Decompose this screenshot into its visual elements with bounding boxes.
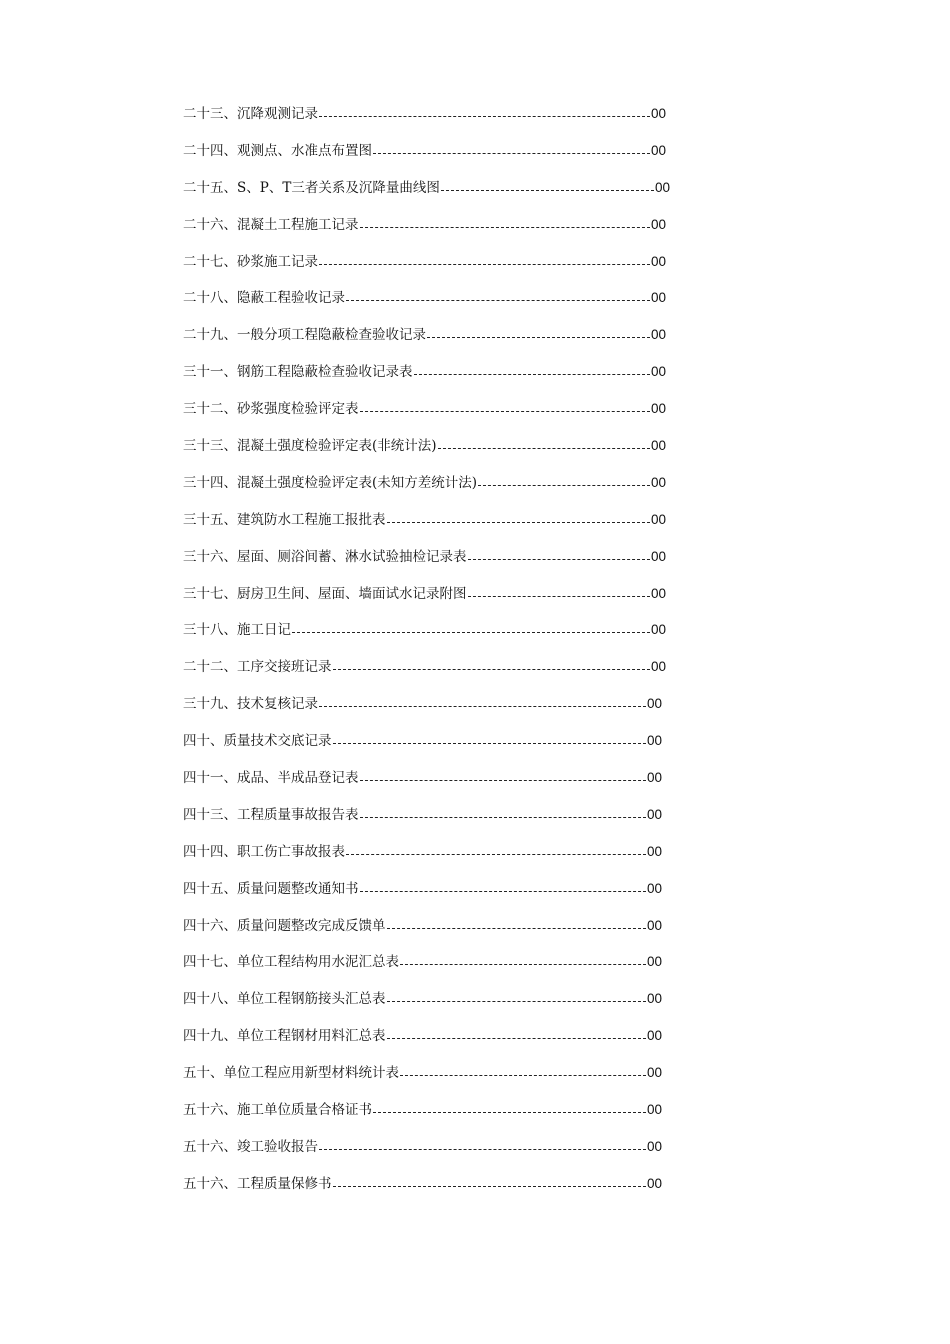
toc-entry-label: 三十四、混凝土强度检验评定表(未知方差统计法) bbox=[183, 474, 478, 491]
toc-entry bbox=[183, 805, 683, 842]
toc-entry bbox=[183, 1100, 683, 1137]
toc-leader-line bbox=[319, 1149, 646, 1150]
toc-entry-label: 二十九、一般分项工程隐蔽检查验收记录 bbox=[183, 327, 426, 344]
toc-leader-line bbox=[468, 559, 650, 560]
toc-entry bbox=[183, 1063, 683, 1100]
toc-leader-line bbox=[387, 1001, 646, 1002]
toc-entry bbox=[183, 215, 683, 252]
toc-entry-label: 二十七、砂浆施工记录 bbox=[183, 253, 318, 270]
toc-entry bbox=[183, 178, 683, 215]
toc-leader-line bbox=[333, 743, 646, 744]
toc-entry bbox=[183, 436, 683, 473]
toc-leader-line bbox=[360, 411, 650, 412]
toc-entry-label: 四十八、单位工程钢筋接头汇总表 bbox=[183, 991, 386, 1008]
toc-entry-label: 四十三、工程质量事故报告表 bbox=[183, 806, 359, 823]
toc-entry-page-number: 00 bbox=[651, 253, 667, 269]
toc-leader-line bbox=[360, 227, 650, 228]
toc-entry-page-number: 00 bbox=[651, 216, 667, 232]
toc-entry-page-number: 00 bbox=[651, 548, 667, 564]
toc-entry-label: 四十四、职工伤亡事故报表 bbox=[183, 843, 345, 860]
toc-entry-label: 五十六、施工单位质量合格证书 bbox=[183, 1102, 372, 1119]
toc-leader-line bbox=[478, 485, 650, 486]
toc-leader-line bbox=[438, 448, 650, 449]
toc-entry-page-number: 00 bbox=[647, 843, 663, 859]
toc-leader-line bbox=[319, 706, 646, 707]
toc-entry bbox=[183, 1137, 683, 1174]
toc-entry-label: 三十七、厨房卫生间、屋面、墙面试水记录附图 bbox=[183, 585, 467, 602]
toc-leader-line bbox=[360, 891, 646, 892]
toc-entry bbox=[183, 510, 683, 547]
toc-entry-label: 五十六、工程质量保修书 bbox=[183, 1175, 332, 1192]
toc-leader-line bbox=[387, 1038, 646, 1039]
toc-entry-page-number: 00 bbox=[647, 1102, 663, 1118]
toc-entry-page-number: 00 bbox=[651, 142, 667, 158]
toc-leader-line bbox=[333, 669, 650, 670]
toc-entry-page-number: 00 bbox=[647, 917, 663, 933]
toc-entry-label: 三十九、技术复核记录 bbox=[183, 696, 318, 713]
toc-leader-line bbox=[468, 596, 650, 597]
toc-entry bbox=[183, 547, 683, 584]
toc-entry bbox=[183, 1026, 683, 1063]
toc-entry-page-number: 00 bbox=[651, 401, 667, 417]
toc-leader-line bbox=[292, 632, 650, 633]
toc-leader-line bbox=[360, 780, 646, 781]
toc-entry bbox=[183, 473, 683, 510]
toc-entry-page-number: 00 bbox=[651, 106, 667, 121]
toc-entry bbox=[183, 731, 683, 768]
toc-entry-label: 三十八、施工日记 bbox=[183, 622, 291, 639]
toc-entry-page-number: 00 bbox=[655, 179, 671, 195]
toc-entry-page-number: 00 bbox=[647, 880, 663, 896]
toc-entry-page-number: 00 bbox=[651, 474, 667, 490]
toc-entry-label: 四十一、成品、半成品登记表 bbox=[183, 770, 359, 787]
toc-entry-label: 二十五、S、P、T三者关系及沉降量曲线图 bbox=[183, 179, 440, 196]
toc-entry-label: 三十三、混凝土强度检验评定表(非统计法) bbox=[183, 438, 437, 455]
toc-leader-line bbox=[387, 522, 650, 523]
toc-entry-page-number: 00 bbox=[647, 1065, 663, 1081]
toc-entry-page-number: 00 bbox=[647, 1175, 663, 1191]
toc-leader-line bbox=[373, 1112, 646, 1113]
toc-entry-label: 二十四、观测点、水准点布置图 bbox=[183, 142, 372, 159]
toc-entry-page-number: 00 bbox=[651, 438, 667, 454]
toc-entry bbox=[183, 141, 683, 178]
toc-leader-line bbox=[441, 190, 654, 191]
toc-entry-label: 二十二、工序交接班记录 bbox=[183, 659, 332, 676]
table-of-contents bbox=[183, 104, 683, 1211]
toc-entry bbox=[183, 879, 683, 916]
toc-entry bbox=[183, 989, 683, 1026]
toc-entry-page-number: 00 bbox=[647, 770, 663, 786]
toc-entry bbox=[183, 362, 683, 399]
toc-leader-line bbox=[427, 337, 650, 338]
toc-leader-line bbox=[400, 964, 646, 965]
toc-leader-line bbox=[387, 928, 646, 929]
toc-entry bbox=[183, 768, 683, 805]
toc-entry-label: 二十三、沉降观测记录 bbox=[183, 106, 318, 122]
toc-entry-page-number: 00 bbox=[651, 659, 667, 675]
toc-entry-page-number: 00 bbox=[647, 733, 663, 749]
toc-entry-page-number: 00 bbox=[647, 806, 663, 822]
toc-entry bbox=[183, 1174, 683, 1211]
toc-entry bbox=[183, 620, 683, 657]
toc-entry-label: 二十六、混凝土工程施工记录 bbox=[183, 216, 359, 233]
toc-entry-page-number: 00 bbox=[651, 290, 667, 306]
toc-entry bbox=[183, 694, 683, 731]
toc-entry-label: 四十九、单位工程钢材用料汇总表 bbox=[183, 1028, 386, 1045]
toc-leader-line bbox=[373, 153, 650, 154]
toc-entry-page-number: 00 bbox=[651, 622, 667, 638]
toc-entry-label: 三十一、钢筋工程隐蔽检查验收记录表 bbox=[183, 364, 413, 381]
toc-entry bbox=[183, 288, 683, 325]
toc-leader-line bbox=[319, 264, 650, 265]
toc-entry-page-number: 00 bbox=[647, 696, 663, 712]
toc-entry bbox=[183, 842, 683, 879]
toc-entry-label: 三十五、建筑防水工程施工报批表 bbox=[183, 511, 386, 528]
toc-entry-label: 四十五、质量问题整改通知书 bbox=[183, 880, 359, 897]
toc-entry-page-number: 00 bbox=[647, 1028, 663, 1044]
toc-entry bbox=[183, 399, 683, 436]
toc-entry-page-number: 00 bbox=[651, 364, 667, 380]
toc-entry bbox=[183, 657, 683, 694]
toc-entry-page-number: 00 bbox=[651, 511, 667, 527]
toc-entry-page-number: 00 bbox=[647, 1138, 663, 1154]
toc-entry-label: 五十六、竣工验收报告 bbox=[183, 1138, 318, 1155]
toc-entry-label: 三十六、屋面、厕浴间蓄、淋水试验抽检记录表 bbox=[183, 548, 467, 565]
toc-entry-label: 四十六、质量问题整改完成反馈单 bbox=[183, 917, 386, 934]
toc-leader-line bbox=[360, 817, 646, 818]
toc-leader-line bbox=[346, 854, 646, 855]
toc-entry bbox=[183, 104, 683, 141]
toc-entry-page-number: 00 bbox=[647, 954, 663, 970]
toc-leader-line bbox=[346, 300, 650, 301]
toc-leader-line bbox=[400, 1075, 646, 1076]
toc-entry bbox=[183, 252, 683, 289]
toc-entry bbox=[183, 584, 683, 621]
toc-entry-label: 五十、单位工程应用新型材料统计表 bbox=[183, 1065, 399, 1082]
toc-entry-page-number: 00 bbox=[651, 327, 667, 343]
toc-entry-label: 四十七、单位工程结构用水泥汇总表 bbox=[183, 954, 399, 971]
toc-entry bbox=[183, 952, 683, 989]
toc-entry-label: 三十二、砂浆强度检验评定表 bbox=[183, 401, 359, 418]
toc-entry-label: 二十八、隐蔽工程验收记录 bbox=[183, 290, 345, 307]
toc-leader-line bbox=[319, 116, 650, 117]
toc-entry bbox=[183, 916, 683, 953]
toc-entry-page-number: 00 bbox=[651, 585, 667, 601]
toc-entry-label: 四十、质量技术交底记录 bbox=[183, 733, 332, 750]
toc-entry bbox=[183, 325, 683, 362]
toc-entry-page-number: 00 bbox=[647, 991, 663, 1007]
toc-leader-line bbox=[333, 1186, 646, 1187]
toc-leader-line bbox=[414, 374, 650, 375]
